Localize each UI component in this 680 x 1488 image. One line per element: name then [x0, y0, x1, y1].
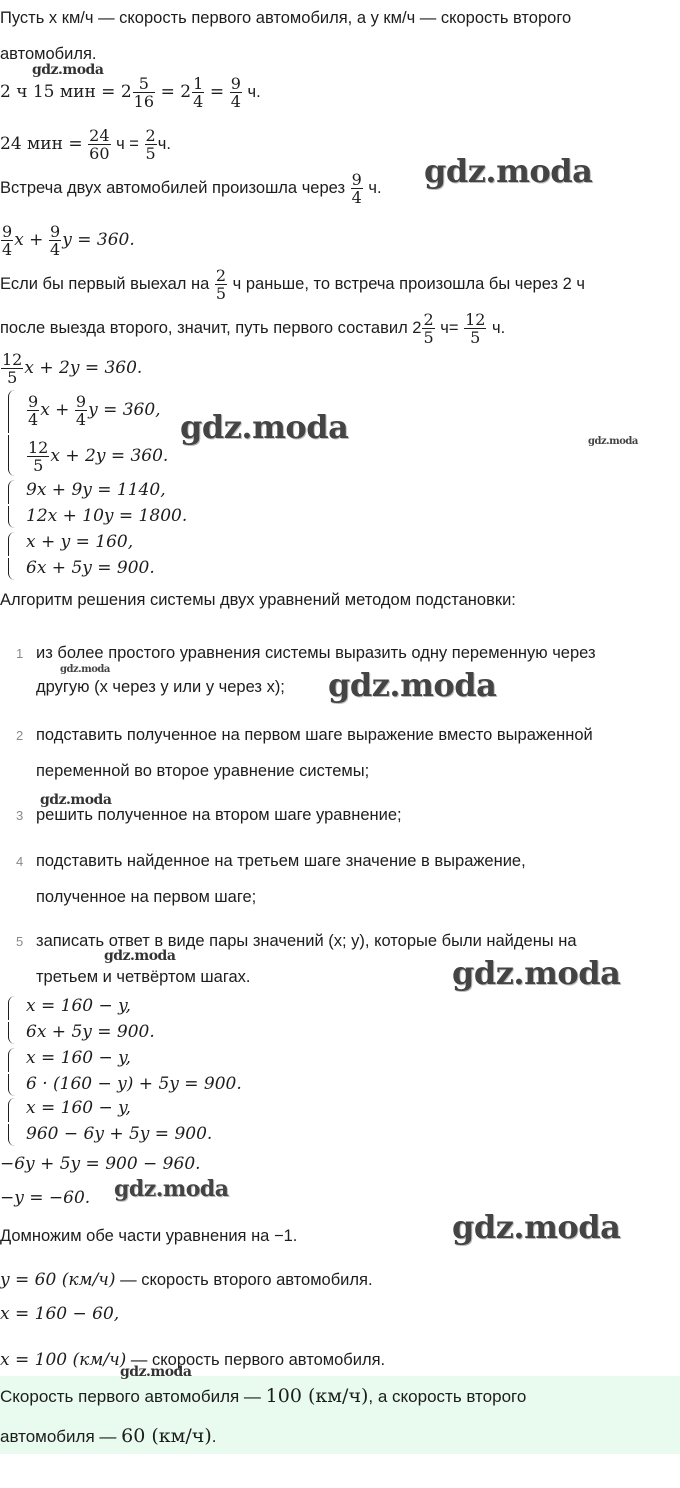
result-x-step: x = 160 − 60, [0, 1304, 120, 1324]
result-x: x = 100 (км/ч) — скорость первого автомобиля. [0, 1350, 386, 1370]
system-6-brace [8, 1098, 15, 1146]
watermark-logo: gdz.moda [452, 1208, 621, 1246]
watermark-logo: gdz.moda [588, 436, 638, 447]
eq-time-2: 24 мин = $\frac{24}{60}$ ч = $\frac{2}{5}$ ч. [0, 126, 171, 164]
system-4-brace [8, 996, 15, 1044]
answer-line-1: Скорость первого автомобиля — 100 (км/ч), а скорость второго [0, 1385, 527, 1407]
algorithm-step-4-number: 4 [16, 854, 24, 869]
multiply-text: Домножим обе части уравнения на −1. [0, 1227, 298, 1245]
linear-step-1: −6y + 5y = 900 − 960. [0, 1154, 201, 1174]
if-text-line-2: после выезда второго, значит, путь первого составил 2 $\frac{2}{5}$ ч= $\frac{12}{5}$ ч. [0, 310, 506, 348]
system-5-row-2: 6 · (160 − y) + 5y = 900. [26, 1074, 242, 1094]
watermark-logo: gdz.moda [328, 666, 497, 704]
watermark-logo: gdz.moda [60, 664, 110, 675]
system-4-row-2: 6x + 5y = 900. [26, 1022, 155, 1042]
system-6-row-1: x = 160 − y, [26, 1098, 131, 1118]
algorithm-step-2-line-2: переменной во второе уравнение системы; [36, 762, 370, 780]
watermark-logo: gdz.moda [40, 792, 112, 808]
system-5-row-1: x = 160 − y, [26, 1048, 131, 1068]
algorithm-step-1-number: 1 [16, 646, 24, 661]
watermark-logo: gdz.moda [120, 1364, 192, 1380]
algorithm-step-5-line-2: третьем и четвёртом шагах. [36, 968, 251, 986]
algorithm-step-2-number: 2 [16, 728, 24, 743]
watermark-logo: gdz.moda [104, 948, 176, 964]
watermark-logo: gdz.moda [424, 152, 593, 190]
algorithm-step-3-number: 3 [16, 808, 24, 823]
algorithm-step-2-line-1: подставить полученное на первом шаге выражение вместо выраженной [36, 726, 593, 744]
system-4-row-1: x = 160 − y, [26, 996, 131, 1016]
algorithm-step-3-line-1: решить полученное на втором шаге уравнение; [36, 806, 402, 824]
system-1-brace [8, 390, 15, 476]
system-3-row-2: 6x + 5y = 900. [26, 558, 155, 578]
result-y: y = 60 (км/ч) — скорость второго автомобиля. [0, 1270, 373, 1290]
equation-1: $\frac{9}{4}$ x + $\frac{9}{4}$ y = 360. [2, 222, 135, 260]
algorithm-step-4-line-1: подставить найденное на третьем шаге значение в выражение, [36, 852, 526, 870]
eq-time-1: 2 ч 15 мин = 2 $\frac{5}{16}$ = 2 $\frac{1}{4}$ = $\frac{9}{4}$ ч. [0, 74, 261, 112]
system-6-row-2: 960 − 6y + 5y = 900. [26, 1124, 213, 1144]
algorithm-title: Алгоритм решения системы двух уравнений методом подстановки: [0, 591, 516, 609]
system-2-row-2: 12x + 10y = 1800. [26, 506, 188, 526]
watermark-logo: gdz.moda [452, 954, 621, 992]
watermark-logo: gdz.moda [32, 62, 104, 78]
equation-2: $\frac{12}{5}$ x + 2y = 360. [2, 350, 143, 388]
system-2-row-1: 9x + 9y = 1140, [26, 480, 166, 500]
algorithm-step-1-line-1: из более простого уравнения системы выразить одну переменную через [36, 644, 596, 662]
watermark-logo: gdz.moda [114, 1176, 229, 1202]
system-3-brace [8, 532, 15, 580]
watermark-logo: gdz.moda [180, 408, 349, 446]
algorithm-step-4-line-2: полученное на первом шаге; [36, 888, 257, 906]
system-2-brace [8, 480, 15, 528]
intro-line-2: автомобиля. [0, 45, 97, 63]
system-1-row-2: $\frac{12}{5}$ x + 2y = 360. [28, 438, 169, 476]
if-text-line-1: Если бы первый выехал на $\frac{2}{5}$ ч раньше, то встреча произошла бы через 2 ч [0, 266, 586, 304]
algorithm-step-1-line-2: другую (x через y или y через x); [36, 678, 285, 696]
answer-line-2: автомобиля — 60 (км/ч). [0, 1425, 217, 1447]
answer-box [0, 1376, 680, 1454]
algorithm-step-5-number: 5 [16, 934, 24, 949]
meeting-text: Встреча двух автомобилей произошла через $\frac{9}{4}$ ч. [0, 170, 382, 208]
algorithm-step-5-line-1: записать ответ в виде пары значений (x; y), которые были найдены на [36, 932, 577, 950]
linear-step-2: −y = −60. [0, 1188, 91, 1208]
system-1-row-1: $\frac{9}{4}$ x + $\frac{9}{4}$ y = 360, [28, 392, 161, 430]
intro-line-1: Пусть x км/ч — скорость первого автомобиля, а y км/ч — скорость второго [0, 9, 572, 27]
system-3-row-1: x + y = 160, [26, 532, 134, 552]
system-5-brace [8, 1048, 15, 1096]
